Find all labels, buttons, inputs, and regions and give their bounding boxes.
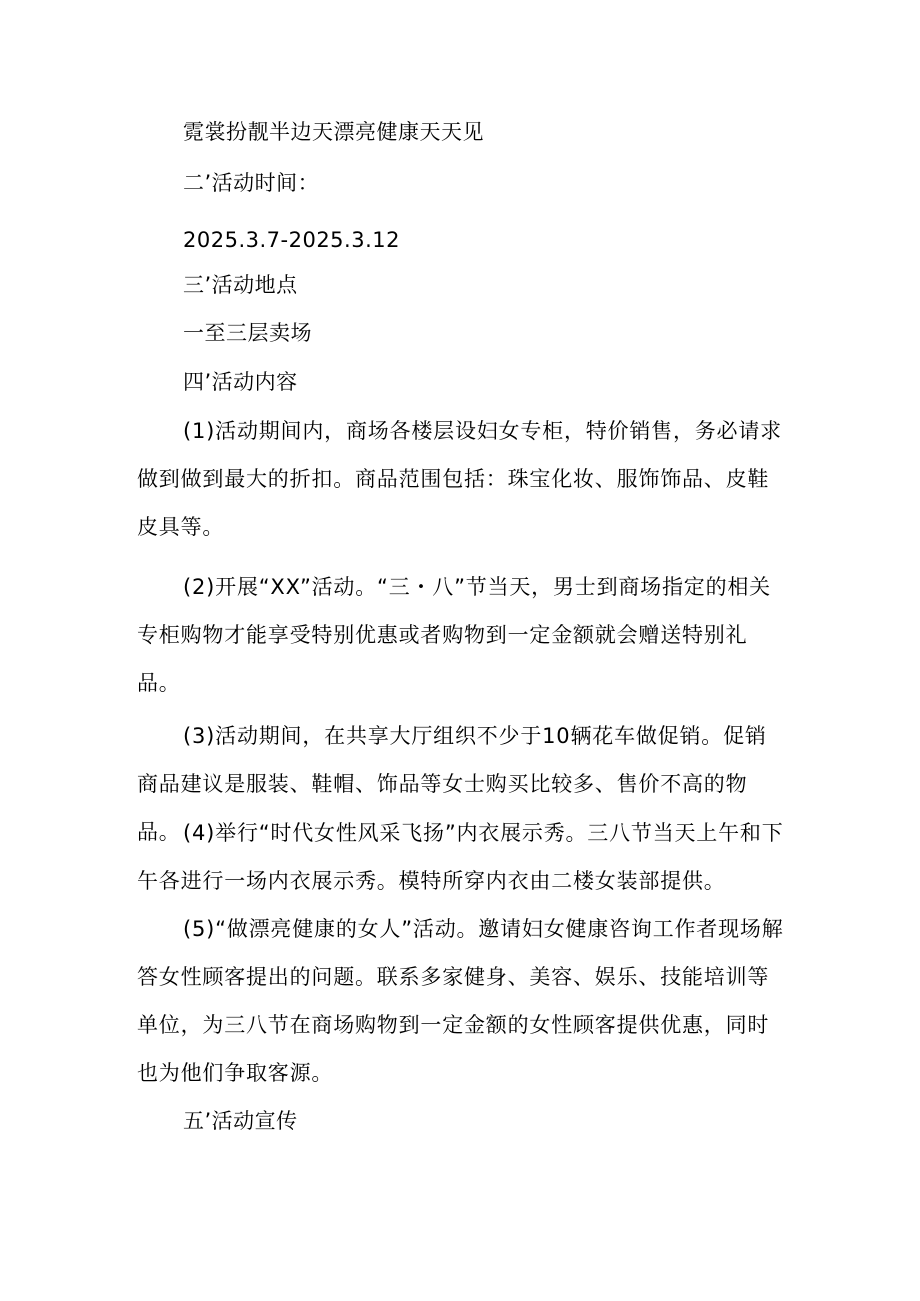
content-item-1 [137, 407, 787, 551]
section-heading-time: 二’活动时间： [183, 171, 320, 195]
section-heading-content: 四’活动内容 [183, 370, 298, 394]
slogan-line: 霓裳扮靓半边天漂亮健康天天见 [183, 120, 484, 144]
content-item-5-text: (5)“做漂亮健康的女人”活动。邀请妇女健康咨询工作者现场解答女性顾客提出的问题。联系多家健身、美容、娱乐、技能培训等单位，为三八节在商场购物到一定金额的女性顾客提供优惠，同时也为他们争取客源。 [137, 917, 784, 1085]
section-heading-location: 三’活动地点 [183, 273, 298, 297]
section-heading-promotion: 五’活动宣传 [183, 1109, 298, 1133]
content-item-1-text: (1)活动期间内，商场各楼层设妇女专柜，特价销售，务必请求做到做到最大的折扣。商品范围包括：珠宝化妆、服饰饰品、皮鞋皮具等。 [137, 419, 782, 539]
content-item-2-text: (2)开展“XX”活动。“三・八”节当天，男士到商场指定的相关专柜购物才能享受特别优惠或者购物到一定金额就会赠送特别礼品。 [137, 575, 771, 695]
content-item-4 [137, 809, 787, 905]
activity-location: 一至三层卖场 [183, 321, 312, 345]
content-item-3-text: (3)活动期间，在共享大厅组织不少于10辆花车做促销。促销商品建议是服装、鞋帽、饰品等女士购买比较多、售价不高的物品。 [137, 724, 767, 844]
content-item-4-text: (4)举行“时代女性风采飞扬”内衣展示秀。三八节当天上午和下午各进行一场内衣展示秀。模特所穿内衣由二楼女装部提供。 [137, 821, 784, 893]
activity-dates: 2025.3.7-2025.3.12 [183, 228, 400, 252]
content-item-2 [137, 563, 787, 707]
content-item-5 [137, 905, 787, 1097]
